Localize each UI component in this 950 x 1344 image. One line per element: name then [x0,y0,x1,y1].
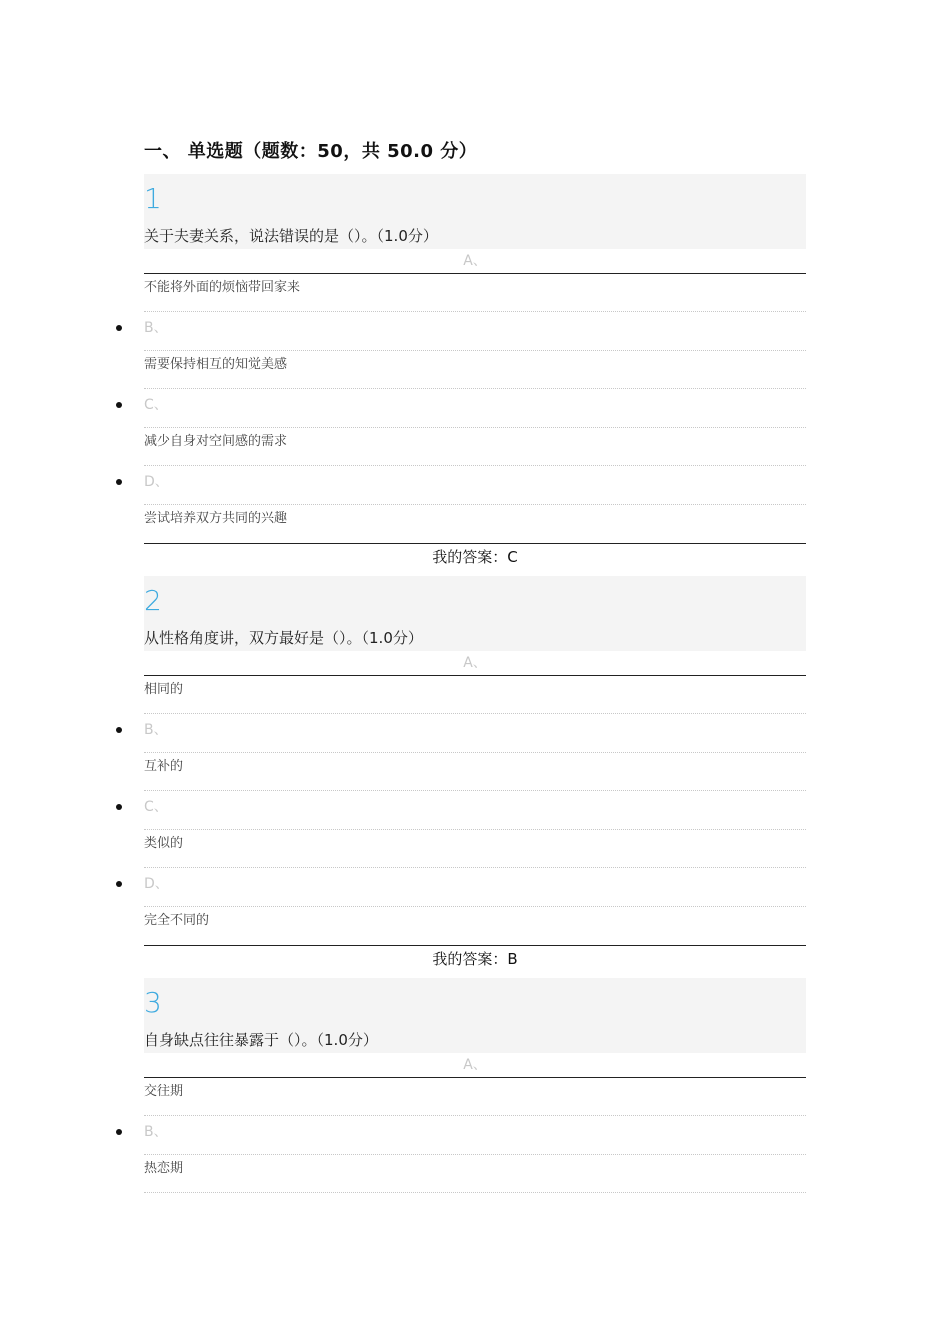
option-c-letter: C、 [144,397,168,413]
option-c-text[interactable]: 减少自身对空间感的需求 [144,428,806,466]
bullet-icon [116,1129,122,1135]
option-a-text[interactable]: 交往期 [144,1078,806,1116]
my-answer: 我的答案：B [432,950,518,968]
bullet-icon [116,325,122,331]
option-a-text[interactable]: 不能将外面的烦恼带回家来 [144,274,806,312]
option-b[interactable] [144,714,806,753]
option-b-letter: B、 [144,320,168,336]
option-a-letter[interactable]: A、 [463,1057,487,1073]
bullet-icon [116,804,122,810]
section-title: 一、 单选题（题数：50，共 50.0 分） [144,141,478,162]
question-2 [144,576,806,972]
option-d-letter: D、 [144,876,169,892]
question-3 [144,978,806,1193]
option-b-text[interactable]: 需要保持相互的知觉美感 [144,351,806,389]
option-a-letter[interactable]: A、 [463,655,487,671]
option-d[interactable] [144,868,806,907]
question-number: 3 [144,986,162,1019]
option-d[interactable] [144,466,806,505]
question-header [144,174,806,249]
question-text: 从性格角度讲，双方最好是（）。（1.0分） [144,629,423,647]
option-a-letter[interactable]: A、 [463,253,487,269]
question-number: 1 [144,182,162,215]
option-c[interactable] [144,389,806,428]
question-header [144,978,806,1053]
bullet-icon [116,727,122,733]
question-number: 2 [144,584,162,617]
option-b-text[interactable]: 互补的 [144,753,806,791]
option-b-text[interactable]: 热恋期 [144,1155,806,1193]
bullet-icon [116,881,122,887]
bullet-icon [116,479,122,485]
option-b-letter: B、 [144,722,168,738]
option-a-text[interactable]: 相同的 [144,676,806,714]
option-c[interactable] [144,791,806,830]
option-b[interactable] [144,312,806,351]
option-d-text[interactable]: 尝试培养双方共同的兴趣 [144,511,288,526]
option-b-letter: B、 [144,1124,168,1140]
question-1 [144,174,806,570]
option-d-text[interactable]: 完全不同的 [144,913,210,928]
question-header [144,576,806,651]
question-text: 关于夫妻关系，说法错误的是（）。（1.0分） [144,227,438,245]
my-answer: 我的答案：C [432,548,518,566]
option-c-text[interactable]: 类似的 [144,830,806,868]
bullet-icon [116,402,122,408]
option-c-letter: C、 [144,799,168,815]
option-b[interactable] [144,1116,806,1155]
option-d-letter: D、 [144,474,169,490]
question-text: 自身缺点往往暴露于（）。（1.0分） [144,1031,378,1049]
